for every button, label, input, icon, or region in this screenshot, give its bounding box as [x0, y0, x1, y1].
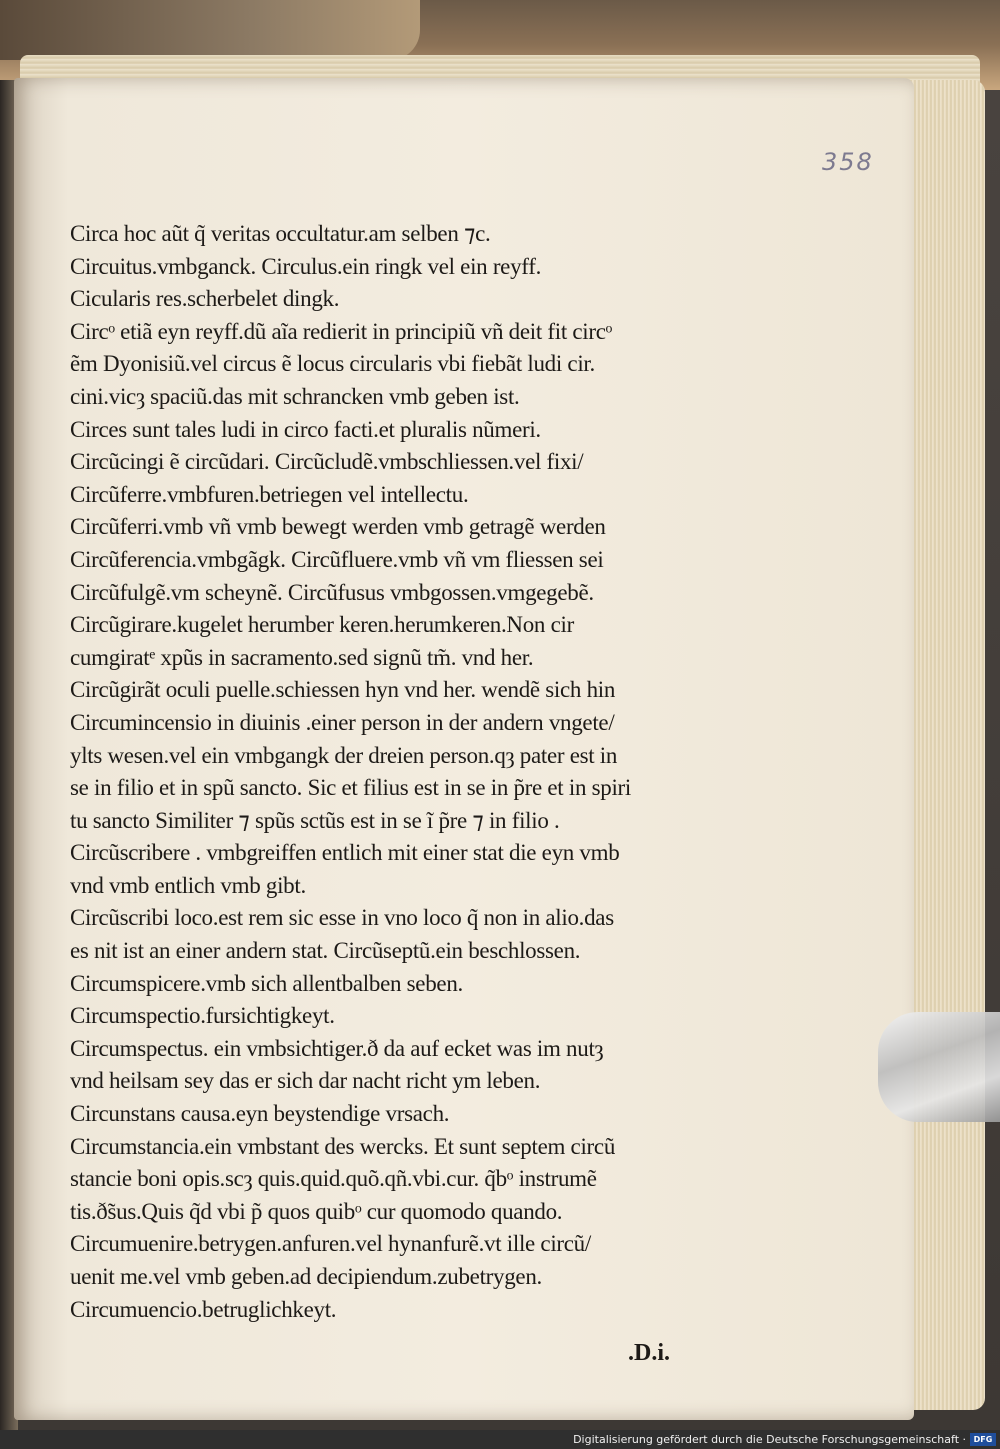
leather-binding	[0, 0, 420, 60]
signature-mark: .D.i.	[628, 1340, 670, 1366]
text-line: Circuitus.vmbganck. Circulus.ein ringk vel ein reyff.	[70, 253, 542, 279]
text-line: Circũfulgẽ.vm scheynẽ. Circũfusus vmbgossen.vmgegebẽ.	[70, 579, 594, 605]
text-line: Circes sunt tales ludi in circo facti.et pluralis nũmeri.	[70, 416, 541, 442]
text-line: Cicularis res.scherbelet dingk.	[70, 286, 340, 312]
text-line: Circũcingi ẽ circũdari. Circũcludẽ.vmbschliessen.vel fixi/	[70, 449, 584, 475]
text-line: vnd vmb entlich vmb gibt.	[70, 872, 306, 898]
text-line: Circumstancia.ein vmbstant des wercks. Et sunt septem circũ	[70, 1133, 616, 1159]
text-line: cumgiratᵉ xpũs in sacramento.sed signũ tm̃. vnd her.	[70, 644, 534, 670]
text-line: Circũgirare.kugelet herumber keren.herumkeren.Non cir	[70, 612, 574, 638]
text-line: uenit me.vel vmb geben.ad decipiendum.zubetrygen.	[70, 1264, 542, 1289]
text-line: ẽm Dyonisiũ.vel circus ẽ locus circularis vbi fiebãt ludi cir.	[70, 351, 595, 377]
text-line: Circumuenire.betrygen.anfuren.vel hynanfurẽ.vt ille circũ/	[70, 1231, 591, 1257]
text-block	[70, 218, 790, 1326]
text-line: tu sancto Similiter ⁊ spũs sctũs est in se ĩ p̃re ⁊ in filio .	[70, 807, 560, 833]
text-line: Circũscribi loco.est rem sic esse in vno loco q̃ non in alio.das	[70, 905, 614, 931]
page-number: 358	[822, 148, 874, 176]
text-line: Circumincensio in diuinis .einer person in der andern vngete/	[70, 709, 615, 735]
footer-credit: Digitalisierung gefördert durch die Deutsche Forschungsgemeinschaft ·	[573, 1433, 966, 1446]
text-line: Circa hoc aũt q̃ veritas occultatur.am selben ⁊c.	[70, 221, 491, 246]
text-line: Circũgirãt oculi puelle.schiessen hyn vnd her. wendẽ sich hin	[70, 677, 616, 703]
text-line: Circᵒ etiã eyn reyff.dũ aĩa redierit in principiũ vñ deit fit circᵒ	[70, 318, 612, 344]
footer-bar	[0, 1430, 1000, 1449]
text-line: se in filio et in spũ sancto. Sic et filius est in se in p̃re et in spiri	[70, 775, 631, 801]
text-line: Circumspectus. ein vmbsichtiger.ð da auf ecket was im nutȝ	[70, 1035, 604, 1061]
text-line: Circunstans causa.eyn beystendige vrsach.	[70, 1101, 450, 1127]
text-line: ylts wesen.vel ein vmbgangk der dreien person.qȝ pater est in	[70, 742, 618, 768]
text-line: Circumuencio.betruglichkeyt.	[70, 1296, 337, 1322]
text-line: Circũferre.vmbfuren.betriegen vel intellectu.	[70, 481, 469, 507]
page-stack-edge	[905, 80, 985, 1410]
dfg-logo-icon: DFG	[970, 1433, 996, 1446]
text-line: Circumspicere.vmb sich allentbalben seben.	[70, 970, 463, 996]
text-line: cini.vicȝ spaciũ.das mit schrancken vmb geben ist.	[70, 383, 520, 409]
text-line: Circũferencia.vmbgãgk. Circũfluere.vmb vñ vm fliessen sei	[70, 546, 604, 572]
text-line: stancie boni opis.scȝ quis.quid.quõ.qñ.vbi.cur. q̃bᵒ instrumẽ	[70, 1166, 597, 1192]
text-line: es nit ist an einer andern stat. Circũseptũ.ein beschlossen.	[70, 938, 581, 964]
page-clip	[878, 1012, 1000, 1122]
text-line: Circumspectio.fursichtigkeyt.	[70, 1003, 335, 1029]
text-line: vnd heilsam sey das er sich dar nacht richt ym leben.	[70, 1068, 541, 1094]
text-line: Circũferri.vmb vñ vmb bewegt werden vmb getragẽ werden	[70, 514, 606, 540]
text-line: Circũscribere . vmbgreiffen entlich mit einer stat die eyn vmb	[70, 840, 620, 866]
text-line: tis.ð̃sus.Quis q̃d vbi p̃ quos quibᵒ cur quomodo quando.	[70, 1198, 563, 1224]
